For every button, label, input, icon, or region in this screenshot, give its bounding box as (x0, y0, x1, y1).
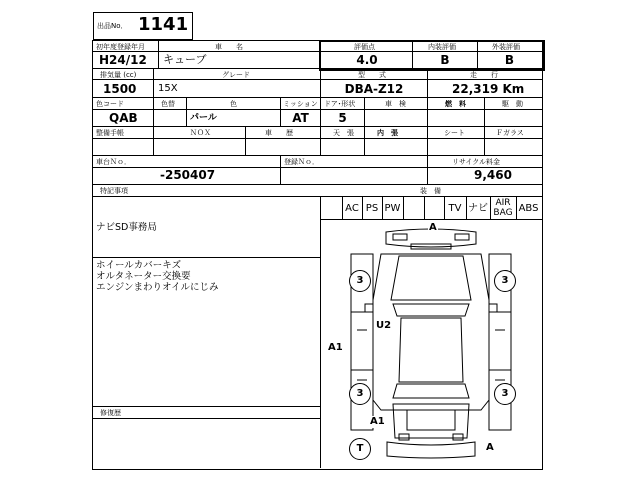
hline (92, 97, 542, 98)
hline (92, 257, 320, 258)
damage-mark-front: A (429, 222, 437, 233)
repair-label: 修復歴 (100, 409, 121, 417)
vline (153, 97, 154, 126)
hline (92, 109, 542, 110)
grade-value: 15X (158, 83, 178, 94)
equipment-label: 装 備 (420, 187, 441, 195)
interior-tab-label: 内 張 (377, 129, 398, 137)
color-label: 色 (230, 100, 237, 108)
note-line: オルタネーター交換要 (96, 271, 191, 282)
reg-label: 初年度登録年月 (96, 43, 145, 51)
reg-value: H24/12 (99, 53, 147, 67)
damage-mark-roof: U2 (376, 320, 392, 331)
notes-label: 特記事項 (100, 187, 128, 195)
regno-label: 登録Ｎｏ． (284, 158, 319, 166)
hline (92, 126, 542, 127)
note-line: ナビSD事務局 (96, 222, 157, 233)
lot-label: 出品No． (97, 22, 128, 30)
equip-abs: ABS (518, 203, 539, 214)
door-value: 5 (338, 111, 347, 125)
model-value: DBA-Z12 (344, 82, 404, 96)
vline (245, 126, 246, 155)
mileage-value: 22,319 Km (452, 82, 525, 96)
maint-label: 整備手帳 (96, 129, 124, 137)
glass-label: Ｆガラス (496, 129, 524, 137)
cc-value: 1500 (103, 82, 137, 96)
color-code-value: QAB (109, 111, 138, 125)
recycle-value: 9,460 (474, 168, 512, 182)
model-label: 型 式 (358, 71, 386, 79)
grade-label: グレード (222, 71, 250, 79)
vline (364, 126, 365, 155)
damage-mark-rear: A1 (370, 416, 385, 427)
vline (320, 126, 321, 155)
mileage-label: 走 行 (470, 71, 498, 79)
inspection-label: 車 検 (385, 100, 406, 108)
fuel-label: 燃 料 (445, 100, 466, 108)
equip-navi: ナビ (468, 203, 488, 214)
vline (403, 196, 404, 219)
sunroof-label: 天 張 (333, 129, 354, 137)
wheel-rear-right-mark: 3 (494, 383, 516, 405)
drive-label: 駆 動 (502, 100, 523, 108)
damage-mark-rear-bumper: A (486, 442, 494, 453)
vline (364, 97, 365, 126)
mission-label: ミッション (283, 100, 318, 108)
mission-value: AT (292, 111, 309, 125)
vline (280, 155, 281, 184)
equip-airbag: AIR BAG (493, 198, 513, 218)
vline (484, 126, 485, 155)
lot-number: 1141 (138, 14, 189, 35)
vline (153, 126, 154, 155)
note-line: ホイールカバーキズ (96, 260, 182, 271)
vline (153, 68, 154, 97)
wheel-rear-left-mark: 3 (349, 383, 371, 405)
color-code-label: 色コード (96, 100, 124, 108)
seat-label: シート (444, 129, 465, 137)
color-type-label: 色替 (161, 100, 175, 108)
note-line: エンジンまわりオイルにじみ (96, 282, 219, 293)
vline (427, 126, 428, 155)
vline (484, 97, 485, 126)
equip-tv: TV (448, 203, 462, 214)
nox-label: ＮＯＸ (190, 129, 211, 137)
spare-tire-mark: T (349, 438, 371, 460)
hline (92, 184, 542, 185)
chassis-label: 車台Ｎｏ． (96, 158, 131, 166)
score-label: 評価点 (354, 43, 375, 51)
hline (92, 79, 542, 80)
damage-mark-left: A1 (328, 342, 343, 353)
equip-ps: PS (365, 203, 379, 214)
car-value: キューブ (163, 53, 207, 66)
score-value: 4.0 (356, 53, 378, 67)
history-label: 車 歴 (265, 129, 293, 137)
vline (427, 97, 428, 126)
door-label: ドア･形状 (324, 100, 356, 108)
vline (424, 196, 425, 219)
interior-value: B (440, 53, 450, 67)
hline (92, 406, 320, 407)
hline (92, 418, 320, 419)
car-diagram (321, 220, 541, 468)
car-label: 車 名 (215, 43, 243, 51)
cc-label: 排気量 (cc) (100, 71, 137, 79)
hline (92, 196, 542, 197)
hline (92, 138, 542, 139)
equip-ac: AC (345, 203, 359, 214)
recycle-label: リサイクル料金 (452, 158, 501, 166)
exterior-value: B (504, 53, 515, 67)
chassis-value: -250407 (160, 168, 216, 182)
exterior-label: 外装評価 (492, 43, 520, 51)
vline (427, 68, 428, 97)
wheel-front-right-mark: 3 (494, 270, 516, 292)
wheel-front-left-mark: 3 (349, 270, 371, 292)
vline (427, 155, 428, 184)
color-value: パール (190, 113, 217, 123)
vline (158, 40, 159, 68)
hline (92, 155, 542, 156)
equip-pw: PW (384, 203, 401, 214)
interior-label: 内装評価 (428, 43, 456, 51)
vline (186, 97, 187, 126)
